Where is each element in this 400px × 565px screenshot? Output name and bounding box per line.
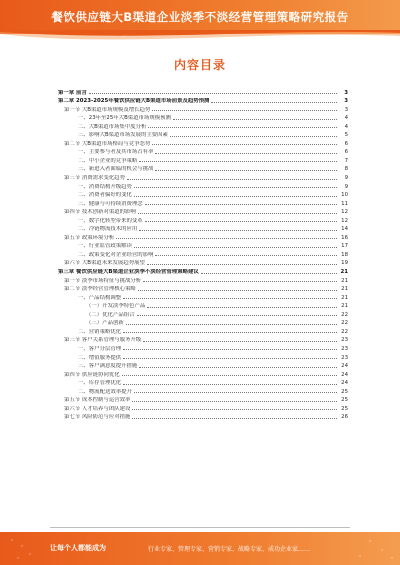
toc-entry-title: 一、库存管理优化 <box>78 380 122 387</box>
toc-dot-leader <box>116 238 337 239</box>
toc-page-number: 22 <box>341 328 348 335</box>
toc-dot-leader <box>134 392 337 393</box>
toc-entry-section[interactable] <box>58 232 348 241</box>
toc-page-number: 23 <box>341 354 348 361</box>
toc-dot-leader <box>147 307 337 308</box>
toc-page-number: 12 <box>341 209 348 216</box>
toc-page-number: 3 <box>344 98 348 105</box>
toc-page-number: 24 <box>341 371 348 378</box>
toc-dot-leader <box>139 161 337 162</box>
toc-page-number: 21 <box>341 286 348 293</box>
toc-entry-title: 第一节 淡季市场特征与挑战分析 <box>64 277 142 284</box>
toc-page-number: 4 <box>344 115 348 122</box>
toc-dot-leader <box>148 127 337 128</box>
toc-dot-leader <box>127 179 337 180</box>
toc-entry-sub[interactable] <box>58 130 348 139</box>
toc-entry-section[interactable] <box>58 138 348 147</box>
toc-dot-leader <box>143 281 337 282</box>
toc-dot-leader <box>145 221 337 222</box>
toc-entry-title: 第二节 大B渠道市场格局与竞争态势 <box>64 140 151 147</box>
toc-entry-sub[interactable] <box>58 378 348 387</box>
toc-page-number: 9 <box>344 183 348 190</box>
header-swoosh-decoration <box>0 30 400 48</box>
toc-dot-leader <box>139 230 337 231</box>
toc-entry-sub[interactable] <box>58 249 348 258</box>
toc-dot-leader <box>201 273 337 274</box>
toc-dot-leader <box>126 324 337 325</box>
toc-entry-section[interactable] <box>58 104 348 113</box>
toc-dot-leader <box>138 213 337 214</box>
toc-page-number: 6 <box>344 149 348 156</box>
toc-page-number: 22 <box>341 320 348 327</box>
toc-entry-title: 二、消费者偏好的变化 <box>78 192 132 199</box>
toc-dot-leader <box>132 418 337 419</box>
toc-dot-leader <box>134 196 337 197</box>
toc-entry-title: 第一章 前言 <box>58 89 87 96</box>
toc-entry-title: 二、物流配送效率提升 <box>78 388 132 395</box>
toc-page-number: 24 <box>341 380 348 387</box>
toc-page-number: 23 <box>341 345 348 352</box>
toc-page-number: 25 <box>341 405 348 412</box>
toc-entry-title: 第五节 成本控制与运营效率 <box>64 397 131 404</box>
toc-entry-title: 第三节 客户关系管理与服务升级 <box>64 337 142 344</box>
toc-page-number: 5 <box>344 132 348 139</box>
toc-entry-title: 二、大B渠道市场集中度分析 <box>78 123 147 130</box>
toc-entry-section[interactable] <box>58 207 348 216</box>
toc-dot-leader <box>138 290 337 291</box>
toc-entry-sub[interactable] <box>58 292 348 301</box>
toc-entry-title: （三）产品创新 <box>86 320 124 327</box>
toc-dot-leader <box>123 298 337 299</box>
header-band <box>0 0 400 34</box>
toc-entry-title: 三、影响大B渠道市场发展的主要因素 <box>78 132 168 139</box>
toc-entry-section[interactable] <box>58 335 348 344</box>
toc-entry-sub[interactable] <box>58 147 348 156</box>
toc-dot-leader <box>89 93 337 94</box>
footer-roles-text: 行业专家、管理专家、营销专家、战略专家、成功企业家…… <box>148 546 311 553</box>
toc-entry-sub[interactable] <box>58 352 348 361</box>
toc-dot-leader <box>211 102 337 103</box>
toc-page-number: 8 <box>344 166 348 173</box>
toc-entry-subsub[interactable] <box>58 309 348 318</box>
toc-page-number: 23 <box>341 337 348 344</box>
toc-entry-section[interactable] <box>58 403 348 412</box>
toc-dot-leader <box>134 187 337 188</box>
toc-entry-sub[interactable] <box>58 386 348 395</box>
toc-entry-sub[interactable] <box>58 326 348 335</box>
toc-entry-sub[interactable] <box>58 181 348 190</box>
toc-entry-title: 一、行业监管政策解读 <box>78 243 132 250</box>
toc-entry-chapter[interactable] <box>58 87 348 96</box>
toc-entry-section[interactable] <box>58 369 348 378</box>
toc-entry-title: 一、主要参与者及其市场占有率 <box>78 149 154 156</box>
toc-entry-title: 二、中小企业的竞争策略 <box>78 157 138 164</box>
toc-dot-leader <box>155 255 337 256</box>
toc-entry-title: 第一节 大B渠道市场规模及增长趋势 <box>64 106 151 113</box>
toc-entry-sub[interactable] <box>58 155 348 164</box>
toc-entry-sub[interactable] <box>58 113 348 122</box>
toc-entry-sub[interactable] <box>58 241 348 250</box>
toc-entry-title: 一、23年至25年大B渠道市场规模预测 <box>78 115 171 122</box>
toc-page-number: 12 <box>341 217 348 224</box>
toc-entry-title: （一）开发淡季特色产品 <box>86 303 146 310</box>
toc-entry-title: 三、健康与可持续消费理念 <box>78 200 143 207</box>
toc-dot-leader <box>170 136 337 137</box>
toc-page-number: 21 <box>341 277 348 284</box>
toc-entry-title: 三、客户满意度提升措施 <box>78 363 138 370</box>
toc-entry-sub[interactable] <box>58 121 348 130</box>
toc-entry-title: 二、冷链物流技术的应用 <box>78 226 138 233</box>
toc-dot-leader <box>155 170 337 171</box>
toc-entry-sub[interactable] <box>58 361 348 370</box>
toc-page-number: 10 <box>341 192 348 199</box>
toc-page-number: 11 <box>341 200 348 207</box>
toc-entry-chapter[interactable] <box>58 266 348 275</box>
toc-dot-leader <box>152 144 337 145</box>
toc-dot-leader <box>139 367 337 368</box>
toc-entry-title: 一、数字化转型带来的变革 <box>78 217 143 224</box>
toc-entry-title: 第三章 餐饮供应链大B渠道企业淡季不淡经营管理策略建议 <box>58 269 199 276</box>
toc-page-number: 3 <box>344 89 348 96</box>
toc-entry-title: 第六节 大B渠道未来发展趋势展望 <box>64 260 145 267</box>
toc-dot-leader <box>123 358 337 359</box>
toc-entry-sub[interactable] <box>58 164 348 173</box>
toc-page-number: 24 <box>341 363 348 370</box>
footer-band <box>0 532 400 565</box>
toc-page-number: 21 <box>340 269 348 276</box>
toc-entry-section[interactable] <box>58 258 348 267</box>
toc-dot-leader <box>173 119 337 120</box>
toc-page-number: 3 <box>344 106 348 113</box>
toc-entry-subsub[interactable] <box>58 301 348 310</box>
toc-dot-leader <box>152 110 337 111</box>
toc-entry-sub[interactable] <box>58 343 348 352</box>
toc-page-number: 21 <box>341 294 348 301</box>
toc-entry-title: 第七节 风险防范与应对措施 <box>64 414 131 421</box>
toc-page-number: 4 <box>344 123 348 130</box>
toc-entry-subsub[interactable] <box>58 318 348 327</box>
toc-page-number: 7 <box>344 157 348 164</box>
toc-dot-leader <box>132 409 337 410</box>
toc-dot-leader <box>132 401 337 402</box>
footer-divider <box>50 527 350 528</box>
toc-page-number: 22 <box>341 311 348 318</box>
toc-entry-title: 一、产品结构调整 <box>78 294 122 301</box>
toc-page-number: 25 <box>341 388 348 395</box>
toc-entry-title: 第四节 技术创新对渠道的影响 <box>64 209 136 216</box>
toc-page-number: 16 <box>341 234 348 241</box>
report-title: 餐饮供应链大B渠道企业淡季不淡经营管理策略研究报告 <box>51 10 349 24</box>
toc-page-number: 21 <box>341 303 348 310</box>
toc-entry-title: 二、政策变化对企业经营的影响 <box>78 251 154 258</box>
toc-entry-title: 第四节 供应链协同优化 <box>64 371 120 378</box>
toc-entry-title: 第二章 2023-2025年餐饮供应链大B渠道市场前景及趋势预测 <box>58 98 210 105</box>
toc-entry-title: 一、客户分层管理 <box>78 345 122 352</box>
footer-slogan: 让每个人都能成为 <box>50 544 106 552</box>
toc-page-number: 6 <box>344 140 348 147</box>
toc-entry-section[interactable] <box>58 284 348 293</box>
toc-entry-sub[interactable] <box>58 224 348 233</box>
toc-page-number: 18 <box>341 251 348 258</box>
toc-dot-leader <box>147 264 337 265</box>
toc-heading: 内容目录 <box>173 58 226 72</box>
table-of-contents <box>58 87 348 420</box>
toc-entry-title: 一、消费结构升级趋势 <box>78 183 132 190</box>
toc-entry-title: 第三节 消费需求变化趋势 <box>64 175 126 182</box>
toc-dot-leader <box>123 384 337 385</box>
toc-entry-title: （二）优化产品组合 <box>86 311 135 318</box>
toc-dot-leader <box>122 375 337 376</box>
toc-entry-title: 二、营销策略优化 <box>78 328 122 335</box>
toc-page-number: 25 <box>341 397 348 404</box>
toc-dot-leader <box>123 349 337 350</box>
toc-dot-leader <box>137 315 337 316</box>
toc-page-number: 14 <box>341 226 348 233</box>
toc-page-number: 26 <box>341 414 348 421</box>
toc-entry-title: 三、新进入者面临的机会与挑战 <box>78 166 154 173</box>
toc-dot-leader <box>143 341 337 342</box>
toc-entry-section[interactable] <box>58 275 348 284</box>
toc-entry-sub[interactable] <box>58 198 348 207</box>
toc-entry-sub[interactable] <box>58 215 348 224</box>
toc-entry-section[interactable] <box>58 412 348 421</box>
toc-page-number: 9 <box>344 175 348 182</box>
toc-entry-chapter[interactable] <box>58 96 348 105</box>
toc-dot-leader <box>123 332 337 333</box>
toc-entry-title: 第二节 淡季经营管理核心策略 <box>64 286 136 293</box>
toc-page-number: 17 <box>341 243 348 250</box>
toc-entry-sub[interactable] <box>58 190 348 199</box>
toc-entry-title: 二、增值服务提供 <box>78 354 122 361</box>
toc-dot-leader <box>155 153 337 154</box>
toc-dot-leader <box>134 247 337 248</box>
toc-entry-title: 第六节 人才培养与团队建设 <box>64 405 131 412</box>
toc-entry-section[interactable] <box>58 395 348 404</box>
toc-dot-leader <box>145 204 337 205</box>
toc-entry-section[interactable] <box>58 172 348 181</box>
toc-page-number: 19 <box>341 260 348 267</box>
toc-entry-title: 第五节 政策环境分析 <box>64 234 115 241</box>
